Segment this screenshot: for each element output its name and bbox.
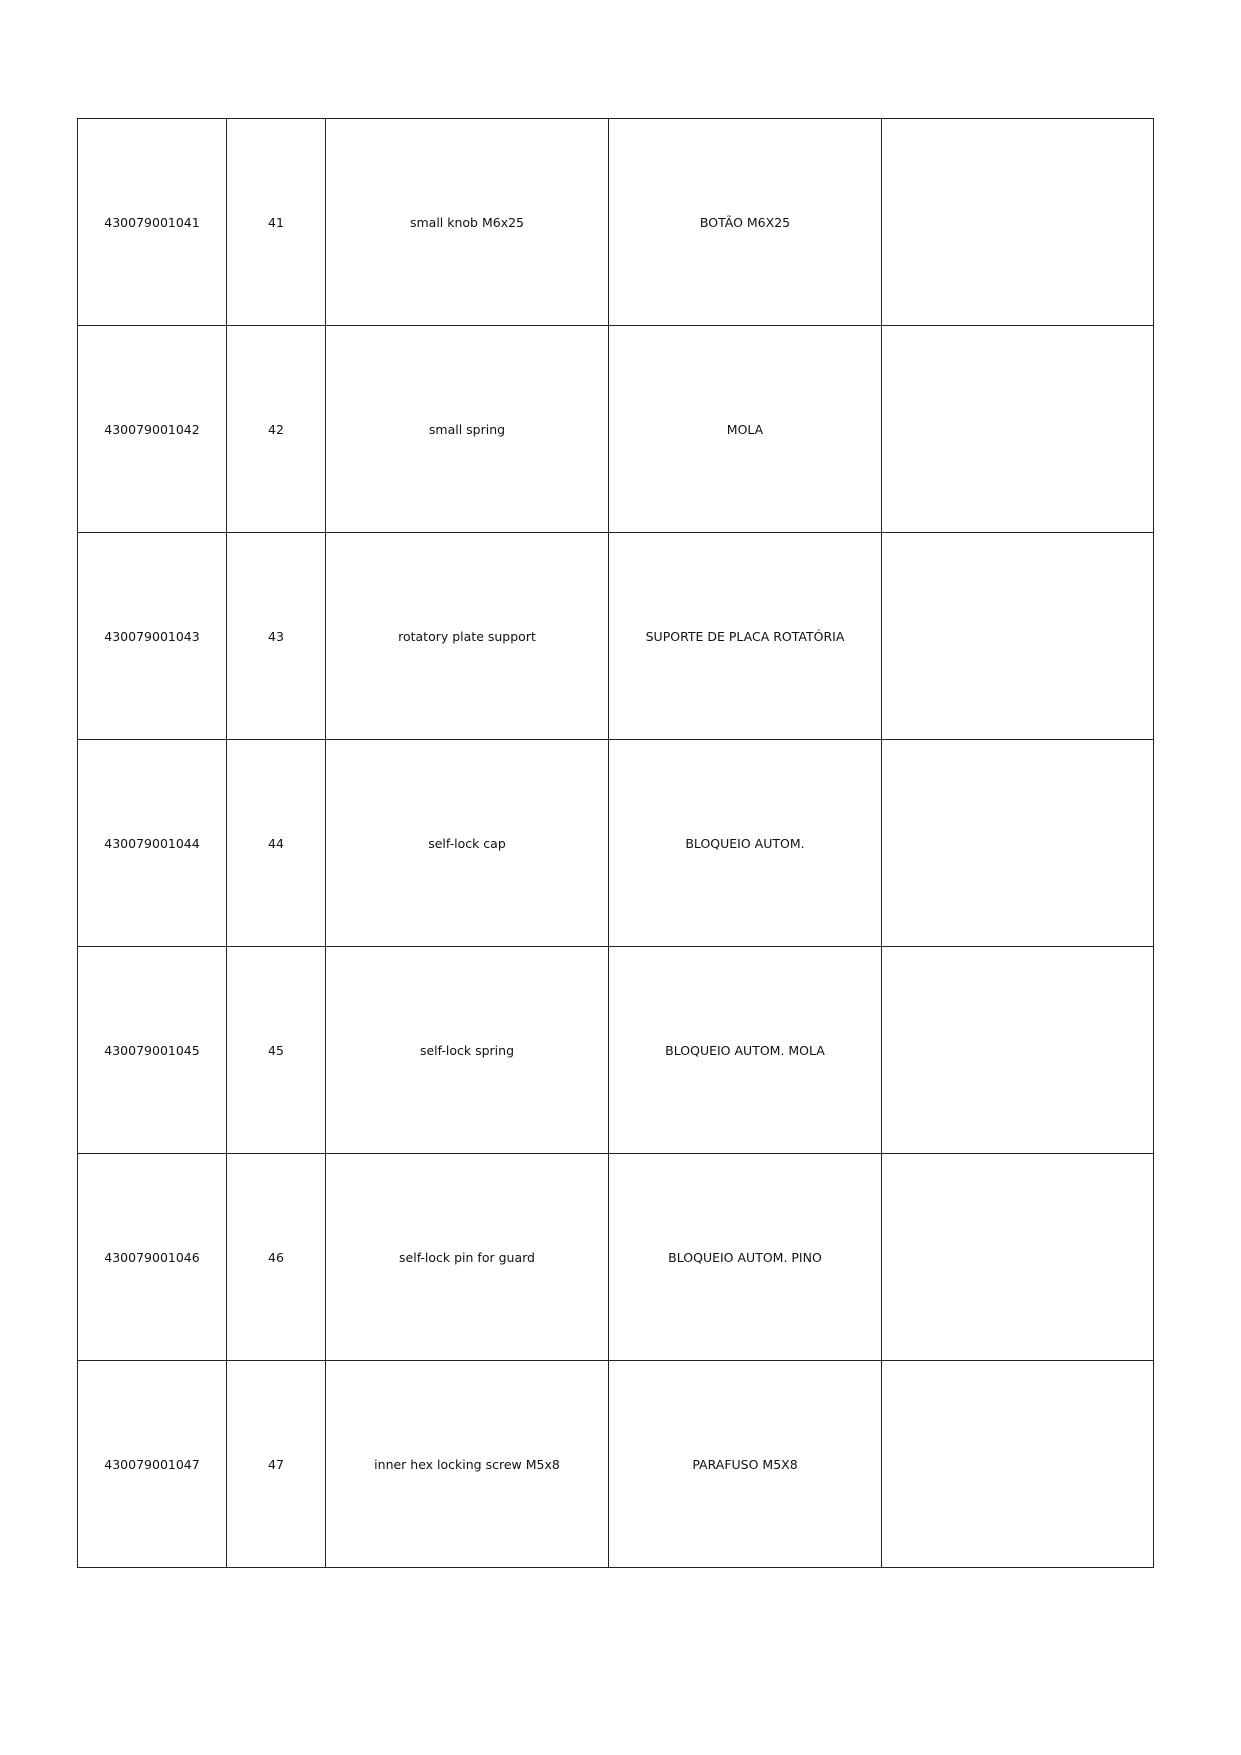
notes-cell: [882, 326, 1154, 533]
notes-cell: [882, 740, 1154, 947]
portuguese-description-cell: BLOQUEIO AUTOM. MOLA: [609, 947, 882, 1154]
portuguese-description-cell: BOTÃO M6X25: [609, 119, 882, 326]
part-code-cell: 430079001041: [78, 119, 227, 326]
table-row: [78, 740, 1154, 947]
notes-cell: [882, 533, 1154, 740]
portuguese-description-cell: SUPORTE DE PLACA ROTATÓRIA: [609, 533, 882, 740]
part-code-cell: 430079001045: [78, 947, 227, 1154]
part-code-cell: 430079001044: [78, 740, 227, 947]
table-row: [78, 119, 1154, 326]
portuguese-description-cell: BLOQUEIO AUTOM. PINO: [609, 1154, 882, 1361]
item-number-cell: 42: [227, 326, 326, 533]
notes-cell: [882, 1154, 1154, 1361]
part-code-cell: 430079001046: [78, 1154, 227, 1361]
portuguese-description-cell: BLOQUEIO AUTOM.: [609, 740, 882, 947]
table-row: [78, 947, 1154, 1154]
english-description-cell: small knob M6x25: [326, 119, 609, 326]
table-row: [78, 1154, 1154, 1361]
table-row: [78, 533, 1154, 740]
english-description-cell: self-lock pin for guard: [326, 1154, 609, 1361]
part-code-cell: 430079001043: [78, 533, 227, 740]
item-number-cell: 43: [227, 533, 326, 740]
item-number-cell: 45: [227, 947, 326, 1154]
table-row: [78, 1361, 1154, 1568]
notes-cell: [882, 947, 1154, 1154]
notes-cell: [882, 119, 1154, 326]
notes-cell: [882, 1361, 1154, 1568]
parts-table: [77, 118, 1154, 1568]
portuguese-description-cell: MOLA: [609, 326, 882, 533]
english-description-cell: self-lock cap: [326, 740, 609, 947]
english-description-cell: rotatory plate support: [326, 533, 609, 740]
part-code-cell: 430079001047: [78, 1361, 227, 1568]
item-number-cell: 46: [227, 1154, 326, 1361]
item-number-cell: 41: [227, 119, 326, 326]
item-number-cell: 44: [227, 740, 326, 947]
english-description-cell: inner hex locking screw M5x8: [326, 1361, 609, 1568]
part-code-cell: 430079001042: [78, 326, 227, 533]
english-description-cell: small spring: [326, 326, 609, 533]
item-number-cell: 47: [227, 1361, 326, 1568]
portuguese-description-cell: PARAFUSO M5X8: [609, 1361, 882, 1568]
table-row: [78, 326, 1154, 533]
english-description-cell: self-lock spring: [326, 947, 609, 1154]
